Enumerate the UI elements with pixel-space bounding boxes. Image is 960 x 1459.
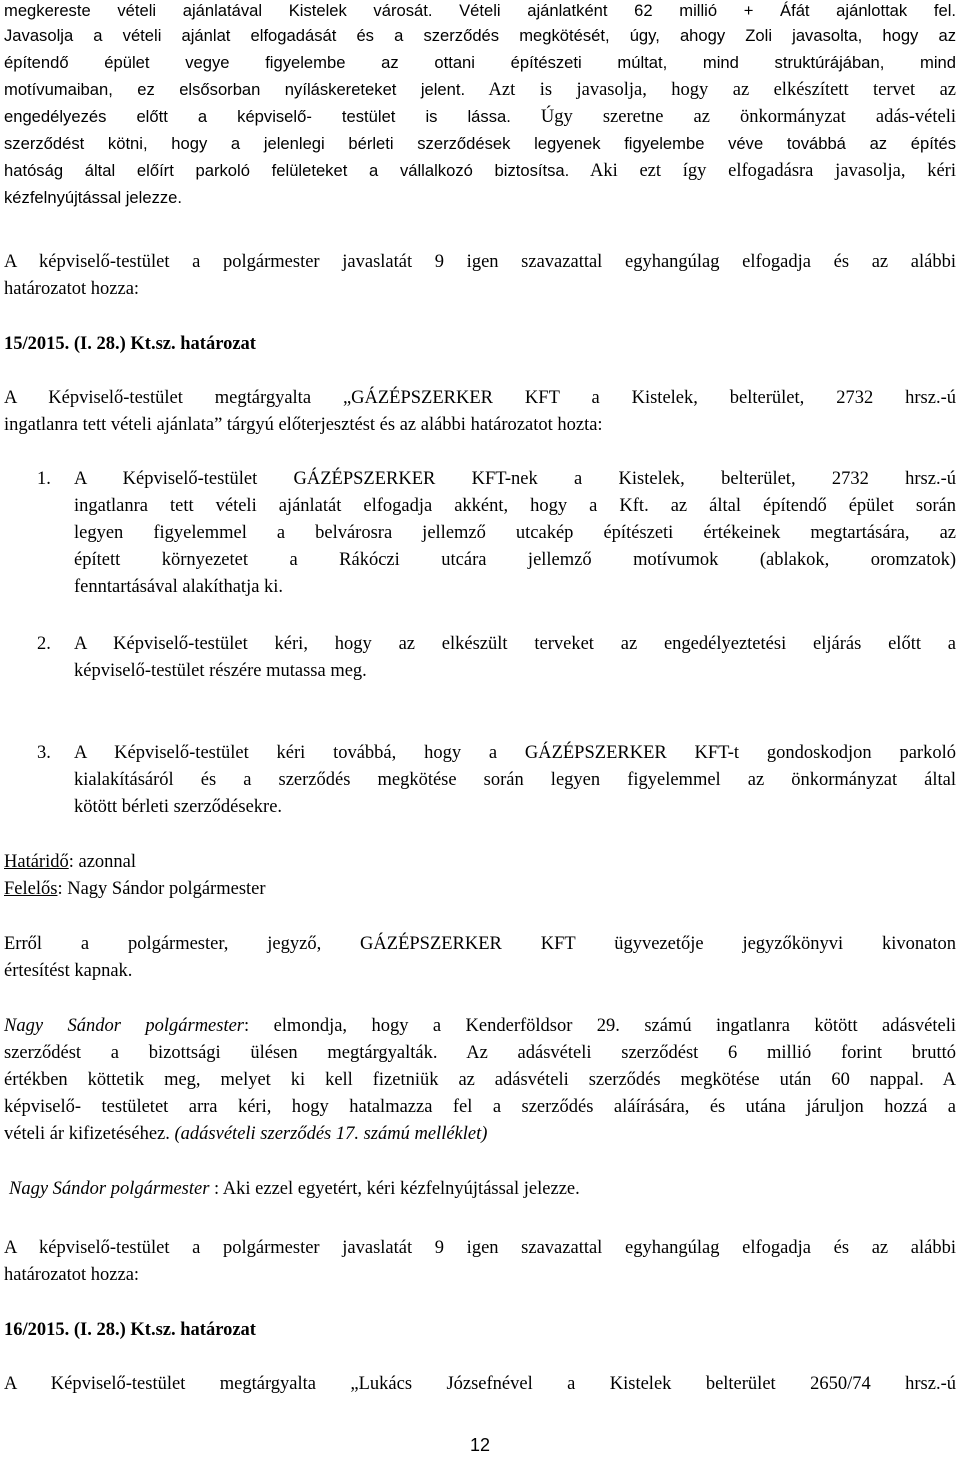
paragraph-line: hatóság által előírt parkoló felületeket a vállalkozó biztosítsa. Aki ezt így elfogadásra javasolja, kéri: [4, 161, 956, 181]
paragraph-line: építendő épület vegye figyelembe az ottani építészeti múltat, mind struktúrájában, mind: [4, 53, 956, 72]
deadline-line: Határidő: azonnal: [4, 852, 137, 872]
resolution-title: 16/2015. (I. 28.) Kt.sz. határozat: [4, 1320, 256, 1340]
list-item-line: kötött bérleti szerződésekre.: [74, 797, 283, 817]
list-item-line: A Képviselő-testület GÁZÉPSZERKER KFT-nek a Kistelek, belterület, 2732 hrsz.-ú: [74, 469, 956, 489]
paragraph-line: Nagy Sándor polgármester : Aki ezzel egyetért, kéri kézfelnyújtással jelezze.: [9, 1179, 580, 1199]
list-item-line: A Képviselő-testület kéri továbbá, hogy a GÁZÉPSZERKER KFT-t gondoskodjon parkoló: [74, 743, 956, 763]
paragraph-line: kézfelnyújtással jelezze.: [4, 188, 183, 207]
page-number: 12: [469, 1435, 491, 1455]
list-item-line: épített környezetet a Rákóczi utcára jellemző motívumok (ablakok, oromzatok): [74, 550, 956, 570]
paragraph-line: szerződést a bizottsági ülésen megtárgyalták. Az adásvételi szerződést 6 millió forint bruttó: [4, 1043, 956, 1063]
list-item-line: fenntartásával alakíthatja ki.: [74, 577, 284, 597]
paragraph-line: motívumaiban, ez elsősorban nyíláskereteket jelent. Azt is javasolja, hogy az elkészített tervet az: [4, 80, 956, 100]
list-item-line: A Képviselő-testület kéri, hogy az elkészült terveket az engedélyeztetési eljárás előtt a: [74, 634, 956, 654]
paragraph-line: vételi ár kifizetéséhez. (adásvételi szerződés 17. számú melléklet): [4, 1124, 488, 1144]
list-item-line: kialakításáról és a szerződés megkötése során legyen figyelemmel az önkormányzat által: [74, 770, 956, 790]
resolution-intro-line: A Képviselő-testület megtárgyalta „Lukács Józsefnével a Kistelek belterület 2650/74 hrsz.-ú: [4, 1374, 956, 1394]
vote-text-line: A képviselő-testület a polgármester javaslatát 9 igen szavazattal egyhangúlag elfogadja és az alábbi: [4, 1238, 956, 1258]
list-item-number: 2.: [37, 634, 51, 654]
notification-line: Erről a polgármester, jegyző, GÁZÉPSZERKER KFT ügyvezetője jegyzőkönyvi kivonaton: [4, 934, 956, 954]
vote-text-line: határozatot hozza:: [4, 1265, 140, 1285]
paragraph-line: megkereste vételi ajánlatával Kistelek városát. Vételi ajánlatként 62 millió + Áfát ajánlottak fel.: [4, 1, 956, 20]
vote-text-line: határozatot hozza:: [4, 279, 140, 299]
responsible-line: Felelős: Nagy Sándor polgármester: [4, 879, 266, 899]
list-item-line: ingatlanra tett vételi ajánlatát elfogadja akként, hogy a Kft. az által építendő épület során: [74, 496, 956, 516]
resolution-title: 15/2015. (I. 28.) Kt.sz. határozat: [4, 334, 256, 354]
paragraph-line: engedélyezés előtt a képviselő- testület is lássa. Úgy szeretne az önkormányzat adás-vételi: [4, 107, 957, 127]
paragraph-line: Javasolja a vételi ajánlat elfogadását és a szerződés megkötését, úgy, ahogy Zoli javasolta, hogy az: [4, 26, 956, 45]
resolution-intro-line: ingatlanra tett vételi ajánlata” tárgyú előterjesztést és az alábbi határozatot hozta:: [4, 415, 603, 435]
paragraph-line: szerződést kötni, hogy a jelenlegi bérleti szerződések legyenek figyelembe véve továbbá az építés: [4, 134, 956, 153]
paragraph-line: Nagy Sándor polgármester: elmondja, hogy a Kenderföldsor 29. számú ingatlanra kötött adásvételi: [4, 1016, 956, 1036]
paragraph-line: képviselő- testületet arra kéri, hogy hatalmazza fel a szerződés aláírására, és utána járuljon hozzá a: [4, 1097, 956, 1117]
list-item-number: 1.: [37, 469, 51, 489]
paragraph-line: értékben köttetik meg, melyet ki kell fizetniük az adásvételi szerződés megkötése után 60 nappal. A: [4, 1070, 956, 1090]
notification-line: értesítést kapnak.: [4, 961, 133, 981]
resolution-intro-line: A Képviselő-testület megtárgyalta „GÁZÉPSZERKER KFT a Kistelek, belterület, 2732 hrsz.-ú: [4, 388, 956, 408]
vote-text-line: A képviselő-testület a polgármester javaslatát 9 igen szavazattal egyhangúlag elfogadja és az alábbi: [4, 252, 956, 272]
list-item-line: legyen figyelemmel a belvárosra jellemző utcakép építészeti értékeinek megtartására, az: [74, 523, 956, 543]
list-item-number: 3.: [37, 743, 51, 763]
list-item-line: képviselő-testület részére mutassa meg.: [74, 661, 367, 681]
